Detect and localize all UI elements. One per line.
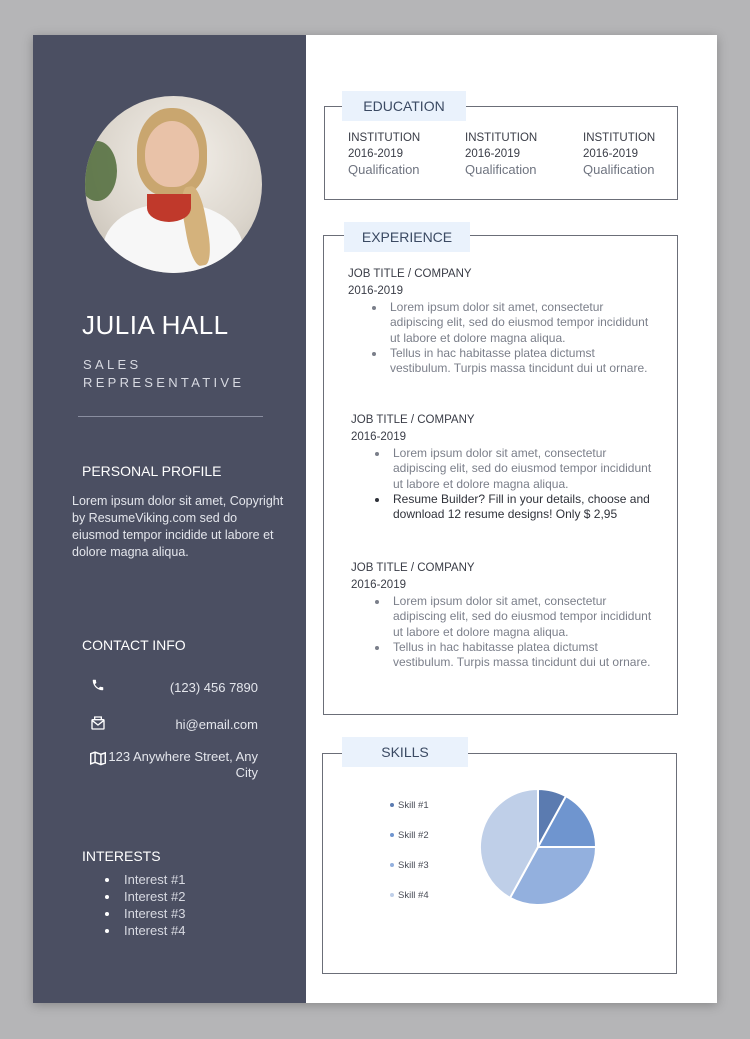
- job-title-company: JOB TITLE / COMPANY: [351, 414, 475, 426]
- education-entry: [465, 130, 575, 178]
- education-years: 2016-2019: [583, 148, 638, 160]
- contact-address: [78, 747, 258, 787]
- interest-item: Interest #4: [105, 922, 185, 939]
- job-title-company: JOB TITLE / COMPANY: [348, 268, 472, 280]
- qualification: Qualification: [583, 162, 655, 177]
- education-heading: EDUCATION: [342, 91, 466, 121]
- phone-icon: [88, 678, 108, 698]
- institution-name: INSTITUTION: [583, 132, 656, 144]
- job-bullet: Lorem ipsum dolor sit amet, consectetur adipiscing elit, sed do eiusmod tempor incididunt ut labore et dolore magna aliqua.: [351, 594, 661, 640]
- institution-name: INSTITUTION: [465, 132, 538, 144]
- job-years: 2016-2019: [351, 579, 406, 591]
- email-value: hi@email.com: [175, 717, 258, 732]
- legend-item: [390, 860, 470, 871]
- job-bullets: [351, 446, 661, 522]
- legend-swatch: [390, 803, 394, 807]
- sidebar: [33, 35, 306, 1003]
- experience-job: [348, 266, 658, 376]
- interest-item: Interest #3: [105, 905, 185, 922]
- legend-item: [390, 890, 470, 901]
- legend-label: Skill #2: [398, 830, 429, 841]
- job-title-line-2: REPRESENTATIVE: [83, 375, 245, 390]
- contact-info-heading: CONTACT INFO: [82, 637, 186, 653]
- interests-list: [105, 871, 185, 939]
- job-years: 2016-2019: [351, 431, 406, 443]
- legend-swatch: [390, 863, 394, 867]
- legend-swatch: [390, 833, 394, 837]
- legend-label: Skill #3: [398, 860, 429, 871]
- job-bullet: Resume Builder? Fill in your details, choose and download 12 resume designs! Only $ 2,95: [351, 492, 661, 523]
- skills-heading: SKILLS: [342, 737, 468, 767]
- job-bullet: Tellus in hac habitasse platea dictumst vestibulum. Turpis massa tincidunt dui ut ornare.: [348, 346, 658, 377]
- skills-pie-chart: [478, 787, 598, 907]
- job-bullet: Lorem ipsum dolor sit amet, consectetur adipiscing elit, sed do eiusmod tempor incididunt ut labore et dolore magna aliqua.: [351, 446, 661, 492]
- education-entry: [583, 130, 693, 178]
- job-years: 2016-2019: [348, 285, 403, 297]
- job-bullet: Lorem ipsum dolor sit amet, consectetur adipiscing elit, sed do eiusmod tempor incididunt ut labore et dolore magna aliqua.: [348, 300, 658, 346]
- profile-photo: [85, 96, 262, 273]
- experience-heading: EXPERIENCE: [344, 222, 470, 252]
- contact-email: [78, 715, 258, 745]
- interest-item: Interest #1: [105, 871, 185, 888]
- job-title: [83, 356, 283, 392]
- experience-job: [351, 412, 661, 522]
- legend-label: Skill #1: [398, 800, 429, 811]
- email-icon: [88, 715, 108, 735]
- phone-value: (123) 456 7890: [169, 680, 258, 695]
- institution-name: INSTITUTION: [348, 132, 421, 144]
- interests-heading: INTERESTS: [82, 848, 161, 864]
- legend-label: Skill #4: [398, 890, 429, 901]
- experience-job: [351, 560, 661, 670]
- sidebar-divider: [78, 416, 263, 417]
- personal-profile-text: Lorem ipsum dolor sit amet, Copyright by ResumeViking.com sed do eiusmod tempor incidide ut labore et dolore magna aliqua.: [72, 494, 284, 559]
- legend-item: [390, 830, 470, 841]
- education-years: 2016-2019: [465, 148, 520, 160]
- interest-item: Interest #2: [105, 888, 185, 905]
- qualification: Qualification: [465, 162, 537, 177]
- education-years: 2016-2019: [348, 148, 403, 160]
- resume-page: [33, 35, 717, 1003]
- job-title-company: JOB TITLE / COMPANY: [351, 562, 475, 574]
- legend-swatch: [390, 893, 394, 897]
- person-name: JULIA HALL: [82, 310, 229, 340]
- contact-phone: [78, 678, 258, 708]
- qualification: Qualification: [348, 162, 420, 177]
- job-title-line-1: SALES: [83, 357, 142, 372]
- job-bullets: [351, 594, 661, 670]
- map-icon: [88, 750, 108, 770]
- job-bullets: [348, 300, 658, 376]
- address-value: 123 Anywhere Street, Any City: [108, 749, 258, 780]
- education-entry: [348, 130, 458, 178]
- job-bullet: Tellus in hac habitasse platea dictumst vestibulum. Turpis massa tincidunt dui ut ornare.: [351, 640, 661, 671]
- personal-profile-heading: PERSONAL PROFILE: [82, 463, 222, 479]
- legend-item: [390, 800, 470, 811]
